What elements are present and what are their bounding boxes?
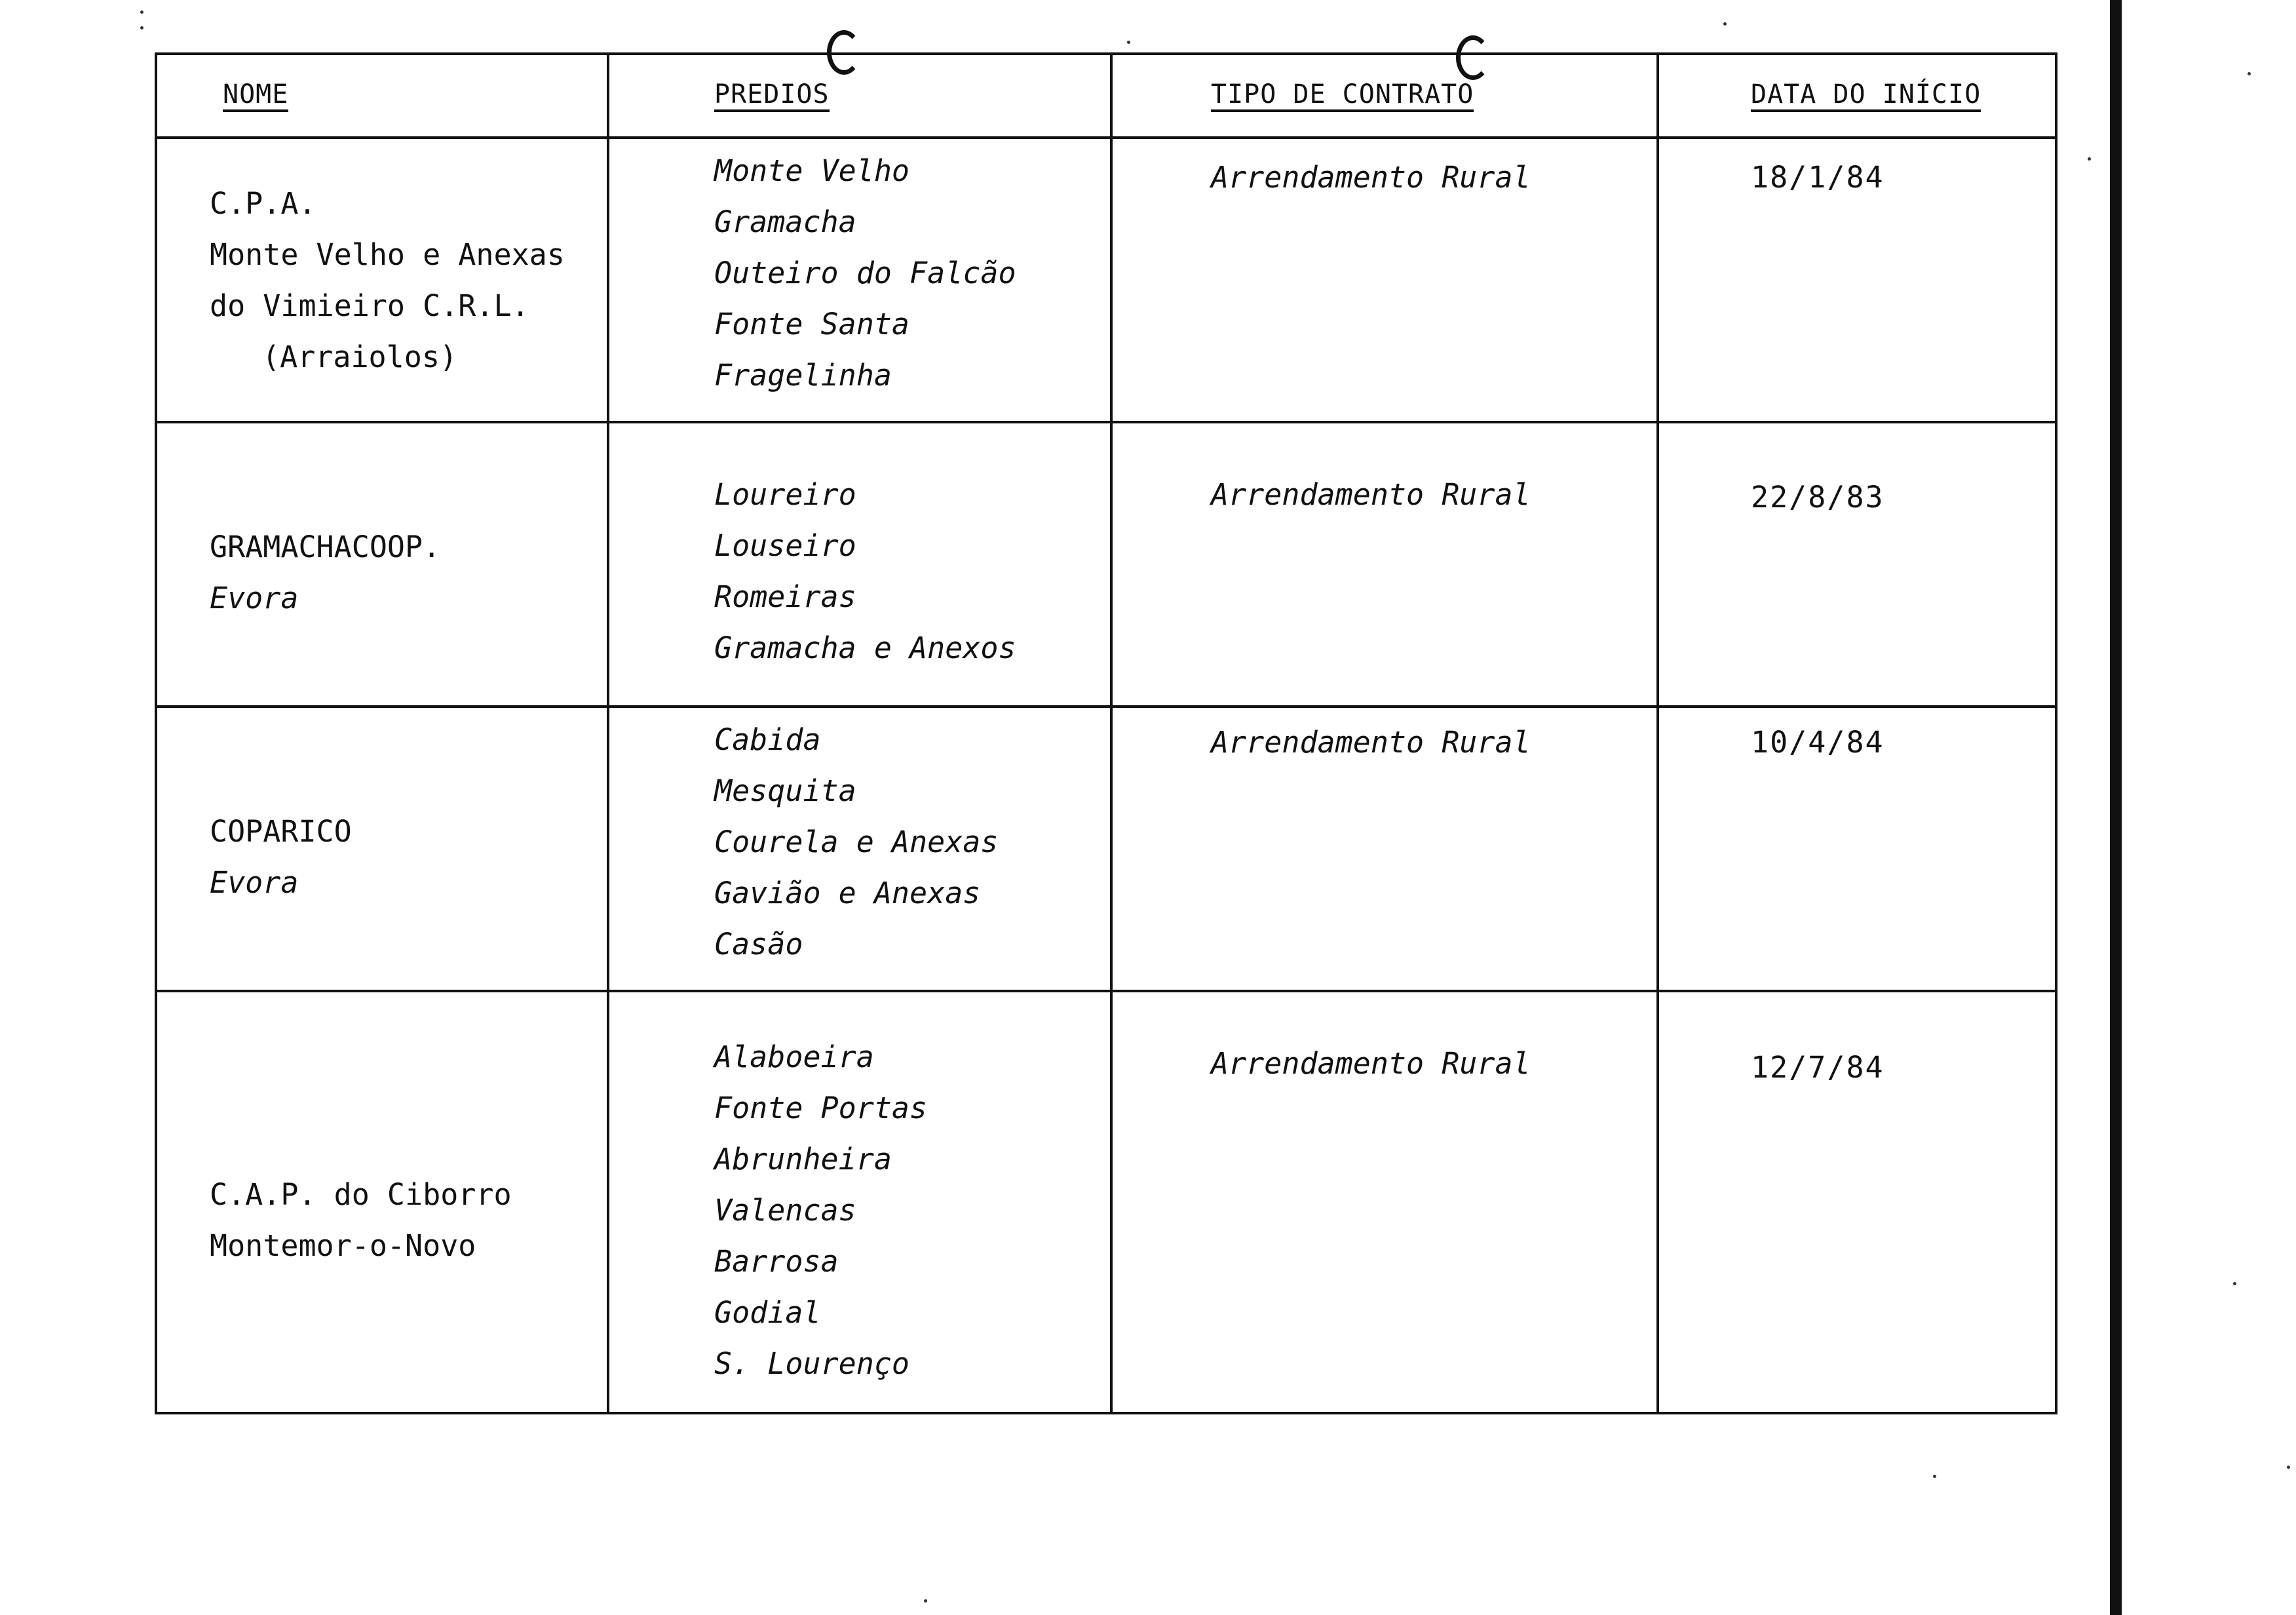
nome-line: C.A.P. do Ciborro — [210, 1177, 512, 1212]
cell-nome — [156, 707, 608, 991]
nome-line: GRAMACHACOOP. — [210, 530, 441, 564]
predio-item: Fonte Portas — [714, 1091, 928, 1125]
predio-item: Louseiro — [714, 528, 856, 563]
header-data-inicio: DATA DO INÍCIO — [1658, 54, 2056, 138]
scan-speck — [140, 26, 144, 29]
table-row — [156, 991, 2056, 1413]
cell-nome — [156, 991, 608, 1413]
predio-item: Gramacha e Anexos — [714, 631, 1016, 665]
nome-line: C.P.A. — [210, 186, 316, 221]
nome-line: do Vimieiro C.R.L. — [210, 288, 529, 323]
predio-item: Fonte Santa — [714, 307, 910, 341]
cell-tipo-contrato — [1111, 707, 1658, 991]
nome-line: COPARICO — [210, 814, 352, 849]
scan-speck — [2088, 157, 2091, 161]
data-inicio-value: 10/4/84 — [1751, 725, 1885, 760]
predio-item: Barrosa — [714, 1244, 839, 1279]
predio-item: Casão — [714, 927, 803, 962]
table-row — [156, 707, 2056, 991]
table-row — [156, 138, 2056, 422]
cell-data-inicio — [1658, 991, 2056, 1413]
scan-speck — [924, 1599, 927, 1603]
scan-speck — [1127, 41, 1130, 44]
tipo-contrato-value: Arrendamento Rural — [1211, 477, 1531, 512]
predio-item: Cabida — [714, 722, 821, 757]
cell-nome — [156, 422, 608, 707]
predio-item: Valencas — [714, 1193, 856, 1228]
tipo-contrato-value: Arrendamento Rural — [1211, 725, 1531, 760]
cell-data-inicio — [1658, 422, 2056, 707]
predio-item: Abrunheira — [714, 1142, 892, 1177]
table-header-row — [156, 54, 2056, 138]
predio-item: Outeiro do Falcão — [714, 256, 1016, 290]
nome-line: (Arraiolos) — [262, 340, 458, 374]
cell-predios — [608, 422, 1111, 707]
predio-item: Monte Velho — [714, 153, 910, 188]
cell-tipo-contrato — [1111, 138, 1658, 422]
cell-predios — [608, 138, 1111, 422]
cell-tipo-contrato — [1111, 422, 1658, 707]
nome-line: Evora — [210, 865, 299, 900]
scan-speck — [140, 10, 144, 14]
cell-nome — [156, 138, 608, 422]
predio-item: Mesquita — [714, 773, 856, 808]
contracts-table — [155, 52, 2057, 1414]
tipo-contrato-value: Arrendamento Rural — [1211, 160, 1531, 195]
tipo-contrato-value: Arrendamento Rural — [1211, 1046, 1531, 1081]
cell-predios — [608, 991, 1111, 1413]
cell-data-inicio — [1658, 138, 2056, 422]
predio-item: Courela e Anexas — [714, 825, 999, 859]
data-inicio-value: 12/7/84 — [1751, 1050, 1885, 1085]
scan-speck — [1933, 1475, 1936, 1478]
scan-speck — [1723, 22, 1727, 26]
predio-item: Alaboeira — [714, 1040, 874, 1074]
predio-item: Gramacha — [714, 204, 856, 239]
scan-edge-bar — [2110, 0, 2122, 1615]
header-tipo-contrato: TIPO DE CONTRATO — [1111, 54, 1658, 138]
nome-line: Monte Velho e Anexas — [210, 237, 565, 272]
predio-item: Loureiro — [714, 477, 856, 512]
predio-item: Gavião e Anexas — [714, 876, 981, 910]
data-inicio-value: 18/1/84 — [1751, 160, 1885, 195]
cell-data-inicio — [1658, 707, 2056, 991]
table-row — [156, 422, 2056, 707]
header-predios: PREDIOS — [608, 54, 1111, 138]
scan-speck — [2233, 1282, 2236, 1285]
header-nome: NOME — [156, 54, 608, 138]
nome-line: Montemor-o-Novo — [210, 1228, 476, 1263]
nome-line: Evora — [210, 581, 299, 615]
scan-speck — [2287, 1466, 2290, 1469]
predio-item: Fragelinha — [714, 358, 892, 393]
scan-speck — [2248, 72, 2251, 75]
predio-item: S. Lourenço — [714, 1346, 910, 1381]
predio-item: Godial — [714, 1295, 821, 1330]
data-inicio-value: 22/8/83 — [1751, 480, 1885, 515]
cell-tipo-contrato — [1111, 991, 1658, 1413]
predio-item: Romeiras — [714, 579, 856, 614]
cell-predios — [608, 707, 1111, 991]
